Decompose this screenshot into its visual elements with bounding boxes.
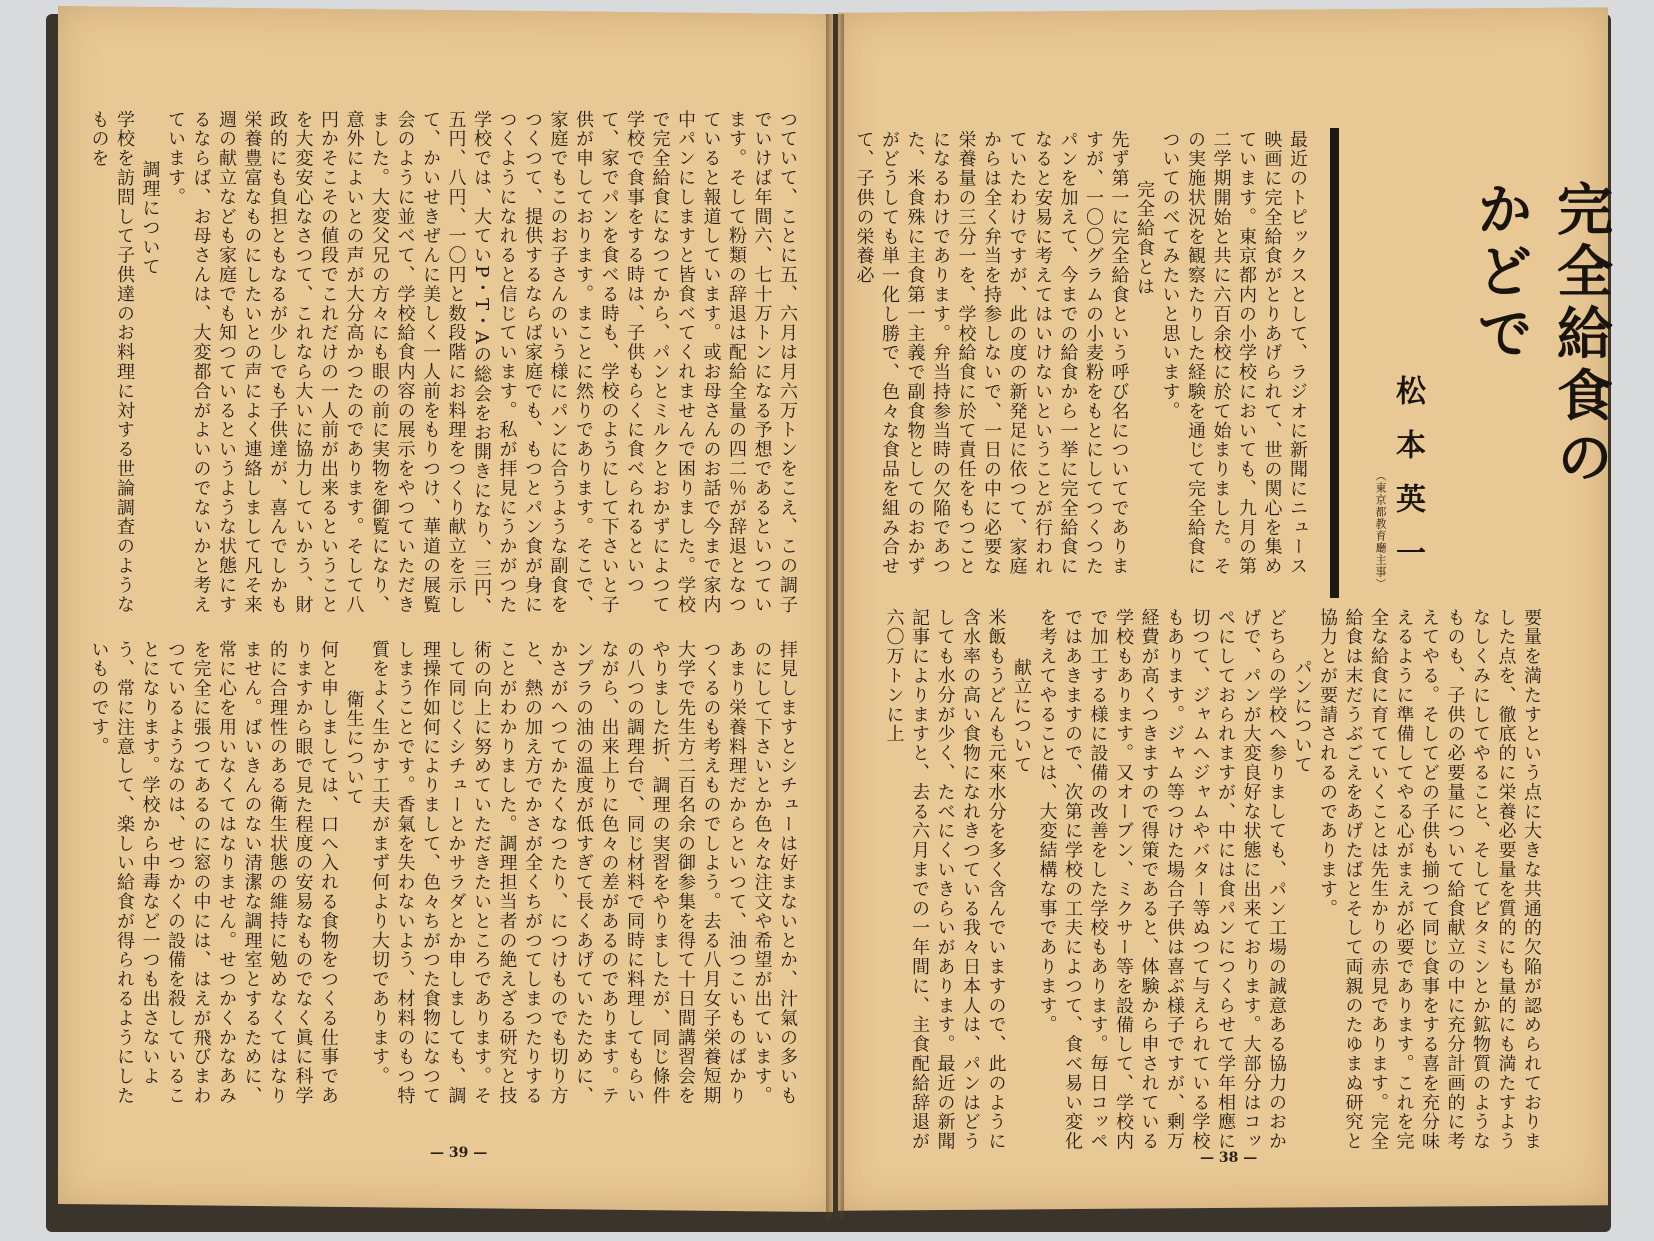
left-heading-cooking: 調理について (139, 160, 161, 277)
left-top-paragraph-2: 学校を訪問して子供達のお料理に対する世論調査のようなものを (88, 110, 135, 615)
left-bottom-paragraph-2: 何と申しましては、口へ入れる食物をつくる仕事でありますから眼で見た程度の安易なものでなく眞に科学的に合理性のある衛生状態の維持に勉めなくてはなりません。ばいきんのない清潔な調理室とするために、常に心を用いなくてはなりません。せつかくかなあみを完全に張つてあるのに窓の中には、はえが飛びまわつているようなのは、せつかくの設備を殺していることになります。学校から中毒など一つも出さないよう、常に注意して、楽しい給食が得られるようにしたいものです。 (88, 640, 339, 1106)
right-page-number: — 38 — (1200, 1150, 1258, 1166)
right-heading-complete-lunch: 完全給食とは (1134, 180, 1155, 297)
author-role: （東京都教育廳主事） (1374, 470, 1387, 590)
left-top-paragraph: つていて、ことに五、六月は月六万トンをこえ、この調子でいけば年間六、七十万トンになる予想であるといつています。そして粉類の辞退は配給全量の四二％が辞退となつていると報道しています。或お母さんのお話で今まで家内中パンにしますと皆食べてくれませんで困りました。学校で完全給食になつてから、パンとミルクとおかずによつて学校で食事をする時は、子供もらくに食べられるといつて、家でパンを食べる時も、学校のようにして下さいと子供が申しております。まことに然りであります。そこで、家庭でもこのお子さんのいう様にパンに合うような副食をつくつて、提供するならば家庭でも、もつとパン食が身につくようになれると信じています。私が拝見にうかがつた学校では、大ていP・T・Aの総会をお開きになり、三円、五円、八円、一〇円と数段階にお料理をつくり献立を示して、かいせきぜんに美しく一人前をもりつけ、華道の展覧会のように並べて、学校給食内容の展示をやつていただきました。大変父兄の方々にも眼の前に実物を御覧になり、意外によいとの声が大分高かつたのであります。そして八円かそこその値段でこれだけの一人前が出来るということを大変安心なさつて、これなら大いに協力していかう、財政的にも負担ともなるが少しでも子供達が、喜んでしかも栄養豊富なものにしたいとの声によく連絡しまして凡そ来週の献立なども家庭でも知つているというような状態にするならば、お母さんは、大変都合がよいのでないかと考えています。 (165, 110, 798, 617)
right-bottom-paragraph-2: どちらの学校へ参りましても、パン工場の誠意ある協力のおかげで、パンが大変良好な状態に出来ております。大部分はコッペにしておられますが、中には食パンにつくらせて学年相應に切つて、ジャムへジャムやバター等ぬつて与えられている学校もあります。ジャム等つけた場合子供は喜ぶ様子ですが、剰万経費が高くつきますので得策であると、体験から申されている学校もあります。又オーブン、ミクサー等を設備して、学校内で加工する様に設備の改善をした学校もあります。毎日コッペではあきますので、次第に学校の工夫によつて、食べ易い変化を考えてやることは、大変結構な事であります。 (1036, 608, 1287, 1152)
right-bottom-paragraph: 要量を満たすという点に大きな共通的欠陥が認められておりました点を、徹底的に栄養必要量を質的にも量的にも満たすようなしくみにしてやること、そしてビタミンとか鉱物質のようなものも、子供の必要量について給食献立の中に充分計画的に考えてやる。そしてどの子供も揃つて同じ食事をする喜を充分味えるように準備してやる心がまえが必要であります。これを完全な給食に育てていくことは先生かりの赤見であります。完全給食は末だうぶごえをあげたばとそして両親のたゆまぬ研究と協力とが要請されるのであります。 (1317, 608, 1542, 1152)
article-author: 松本英一 (1390, 375, 1425, 591)
left-page-number: — 39 — (430, 1145, 488, 1161)
right-heading-menu: 献立について (1011, 658, 1032, 775)
book-gutter (826, 14, 844, 1219)
right-top-paragraph-2: 先ず第一に完全給食という呼び名についてでありますが、一〇〇グラムの小麦粉をもとにしてつくつたパンを加えて、今までの給食から一挙に完全給食になると安易に考えてはいけないということが行われていたわけですが、此の度の新発足に依つて、家庭からは全く弁当を持参しないで、一日の中に必要な栄養量の三分一を、学校給食に於て責任をもつことになるわけであります。弁当持参当時の欠陥であつた、米食殊に主食第一主義で副食物としてのおかずがどうしても単一化し勝で、色々な食品を組み合せて、子供の栄養必 (853, 130, 1130, 577)
left-top-text (88, 110, 800, 620)
title-divider (1330, 128, 1339, 598)
left-bottom-paragraph: 拝見しますとシチューは好まないとか、汁氣の多いものにして下さいとか色々な注文や希望が出ています。あまり栄養料理だからといつて、油つこいものばかりつくるのも考えものでしよう。去る八月女子栄養短期大学で先生方二百名余の御参集を得て十日間講習会をやりました折、調理の実習をやりましたが、同じ條件の八つの調理台で、同じ材料で同時に料理してもらいながら、出来上りに色々の差があるのであります。テンプラの油の温度が低すぎて長くあげていたために、かさがへつてかたくなつたり、につけものでも切り方と、熱の加え方でかさが全くちがつてしまつたりすることがわかりました。調理担当者の絶えざる研究と技術の向上に努めていただきたいところであります。そして同じくシチューとかサラダとか申しましても、調理操作如何によりまして、色々ちがつた食物になつてしまうことです。香氣を失わないよう、材料のもつ特質をよく生かす工夫がまず何より大切であります。 (369, 640, 798, 1106)
right-top-text (853, 130, 1310, 590)
right-intro-paragraph: 最近のトピックスとして、ラジオに新聞にニュース映画に完全給食がとりあげられて、世の関心を集めています。東京都内の小学校においても、九月の第二学期開始と共に六百余校に於て始まりました。その実施状況を観察たりした経験を通じて完全給食についてのべてみたいと思います。 (1159, 130, 1308, 577)
article-title: 完全給食のかどで (1468, 180, 1613, 490)
left-bottom-text (88, 640, 800, 1120)
right-bottom-paragraph-3: 米飯もうどんも元來水分を多く含んでいますので、此のように含水率の高い食物になれきつている我々日本人は、パンはどうしても水分が少く、たべにくいきらいがあります。最近の新聞記事によりますと、去る六月までの一年間に、主食配給辞退が六〇万トンに上 (883, 608, 1007, 1152)
left-heading-hygiene: 衛生について (343, 690, 365, 807)
right-bottom-text (883, 608, 1544, 1163)
right-heading-bread: パンについて (1291, 658, 1313, 775)
